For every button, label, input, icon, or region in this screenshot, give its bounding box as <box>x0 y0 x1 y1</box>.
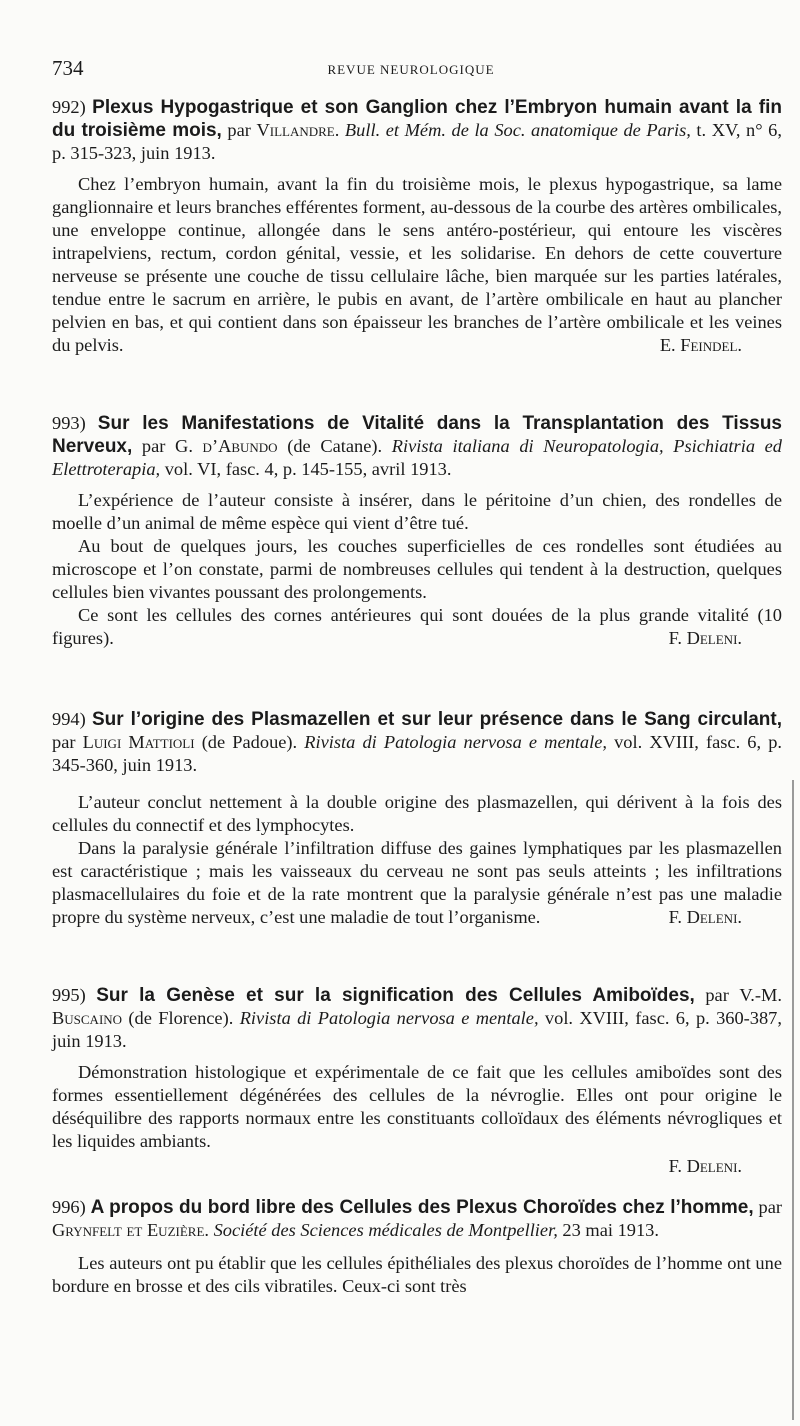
entry-reference <box>52 1196 782 1242</box>
entry-title: A propos du bord libre des Cellules des Plexus Choroïdes chez l’homme, <box>90 1197 754 1218</box>
abstract-entry <box>52 984 782 1178</box>
entry-number: 995) <box>52 985 86 1005</box>
entry-author: Luigi Mattioli <box>82 732 195 752</box>
entry-par: par <box>52 732 76 752</box>
entry-paragraph: Démonstration histologique et expérimentale de ce fait que les cellules amiboïdes sont des formes essentiellement dégénérées des cellules de la névroglie. Elles ont pour origine le déséquilibre des rapports normaux entre les constituants colloïdaux des éléments névrogliques et les liquides ambiants. <box>52 1062 782 1151</box>
entry-reference <box>52 984 782 1053</box>
entry-author: Villandre. <box>256 120 340 140</box>
entry-number: 996) <box>52 1197 86 1217</box>
abstract-entry <box>52 96 782 357</box>
entry-signature: F. Deleni. <box>668 907 742 927</box>
paragraph-text: Ce sont les cellules des cornes antérieures qui sont douées de la plus grande vitalité (10 figures). <box>52 605 782 648</box>
entry-signature: E. Feindel. <box>659 335 742 355</box>
entry-title: Sur les Manifestations de Vitalité dans la Transplantation des Tissus Nerveux, <box>52 413 782 457</box>
entry-title: Sur l’origine des Plasmazellen et sur leur présence dans le Sang circulant, <box>92 709 782 730</box>
entry-par: par <box>705 985 729 1005</box>
entry-paragraph: Au bout de quelques jours, les couches superficielles de ces rondelles sont étudiées au microscope et l’on constate, parmi de nombreuses cellules qui tendent à la destruction, quelques cellules bien vivantes poussant des prolongements. <box>52 536 782 602</box>
entry-journal: Rivista di Patologia nervosa e mentale, <box>304 732 607 752</box>
entry-citation: t. XV, n° 6, p. 315-323, juin 1913. <box>52 120 782 163</box>
entry-signature: F. Deleni. <box>668 1156 742 1176</box>
abstract-entry <box>52 412 782 650</box>
abstract-entry <box>52 1196 782 1298</box>
entry-reference <box>52 96 782 165</box>
entry-title: Plexus Hypogastrique et son Ganglion chez l’Embryon humain avant la fin du troisième mois, <box>52 97 782 141</box>
entry-journal: Société des Sciences médicales de Montpellier, <box>213 1220 558 1240</box>
entry-par: par <box>227 120 251 140</box>
paragraph-text: Chez l’embryon humain, avant la fin du troisième mois, le plexus hypogastrique, sa lame ganglionnaire et leurs branches efférentes forment, au-dessous de la courbe des artères ombilicales, une enveloppe continue, allongée dans le sens antéro-postérieur, qui entoure les viscères intrapelviens, rectum, cordon génital, vessie, et les solidarise. En dehors de cette couverture nerveuse se présente une couche de tissu cellulaire lâche, bien marquée sur les parties latérales, tendue entre le sacrum en arrière, le pubis en avant, de l’artère ombilicale en haut au plancher pelvien en bas, et qui contient dans son épaisseur les branches de l’artère ombilicale et les veines du pelvis. <box>52 174 782 355</box>
entry-signature: F. Deleni. <box>668 628 742 648</box>
abstract-entry <box>52 708 782 929</box>
running-head: REVUE NEUROLOGIQUE <box>327 62 495 77</box>
entry-journal: Rivista di Patologia nervosa e mentale, <box>239 1008 539 1028</box>
entry-paragraph: Les auteurs ont pu établir que les cellules épithéliales des plexus choroïdes de l’homme ont une bordure en brosse et des cils vibratiles. Ceux-ci sont très <box>52 1253 782 1296</box>
entry-number: 992) <box>52 97 86 117</box>
entry-number: 993) <box>52 413 86 433</box>
entry-paragraph: L’auteur conclut nettement à la double origine des plasmazellen, qui dérivent à la fois des cellules du connectif et des lymphocytes. <box>52 792 782 835</box>
entry-journal: Rivista italiana di Neuropatologia, Psichiatria ed Elettroterapia, <box>52 436 782 479</box>
entry-citation: vol. VI, fasc. 4, p. 145-155, avril 1913. <box>164 459 452 479</box>
entry-author: V.-M. Buscaino <box>52 985 782 1028</box>
entry-reference <box>52 708 782 777</box>
page-number: 734 <box>52 56 84 80</box>
entry-reference <box>52 412 782 481</box>
paragraph-text: Dans la paralysie générale l’infiltration diffuse des gaines lymphatiques par les plasmazellen est caractéristique ; mais les vaisseaux du cerveau ne sont pas seuls atteints ; les infiltrations plasmacellulaires du foie et de la rate montrent que la paralysie générale n’est pas une maladie propre du système nerveux, c’est une maladie de tout l’organisme. <box>52 838 782 927</box>
entry-number: 994) <box>52 709 86 729</box>
page-edge-shadow <box>792 780 794 1420</box>
entry-citation: 23 mai 1913. <box>562 1220 659 1240</box>
entry-author-note: (de Florence). <box>128 1008 234 1028</box>
entry-paragraph <box>52 604 782 650</box>
entry-author: Grynfelt et Euzière. <box>52 1220 209 1240</box>
entry-par: par <box>758 1197 782 1217</box>
entry-citation: vol. XVIII, fasc. 6, p. 345-360, juin 1913. <box>52 732 782 775</box>
entry-author-note: (de Padoue). <box>201 732 298 752</box>
entry-author-note: (de Catane). <box>287 436 383 456</box>
entry-journal: Bull. et Mém. de la Soc. anatomique de Paris, <box>344 120 691 140</box>
entry-paragraph <box>52 837 782 929</box>
entry-title: Sur la Genèse et sur la signification des Cellules Amiboïdes, <box>96 985 695 1006</box>
entry-citation: vol. XVIII, fasc. 6, p. 360-387, juin 1913. <box>52 1008 782 1051</box>
page-header <box>52 56 770 86</box>
entry-author: G. d’Abundo <box>175 436 278 456</box>
entry-paragraph: L’expérience de l’auteur consiste à insérer, dans le péritoine d’un chien, des rondelles de moelle d’un animal de même espèce qui vient d’être tué. <box>52 490 782 533</box>
entry-par: par <box>141 436 166 456</box>
entry-paragraph <box>52 173 782 357</box>
